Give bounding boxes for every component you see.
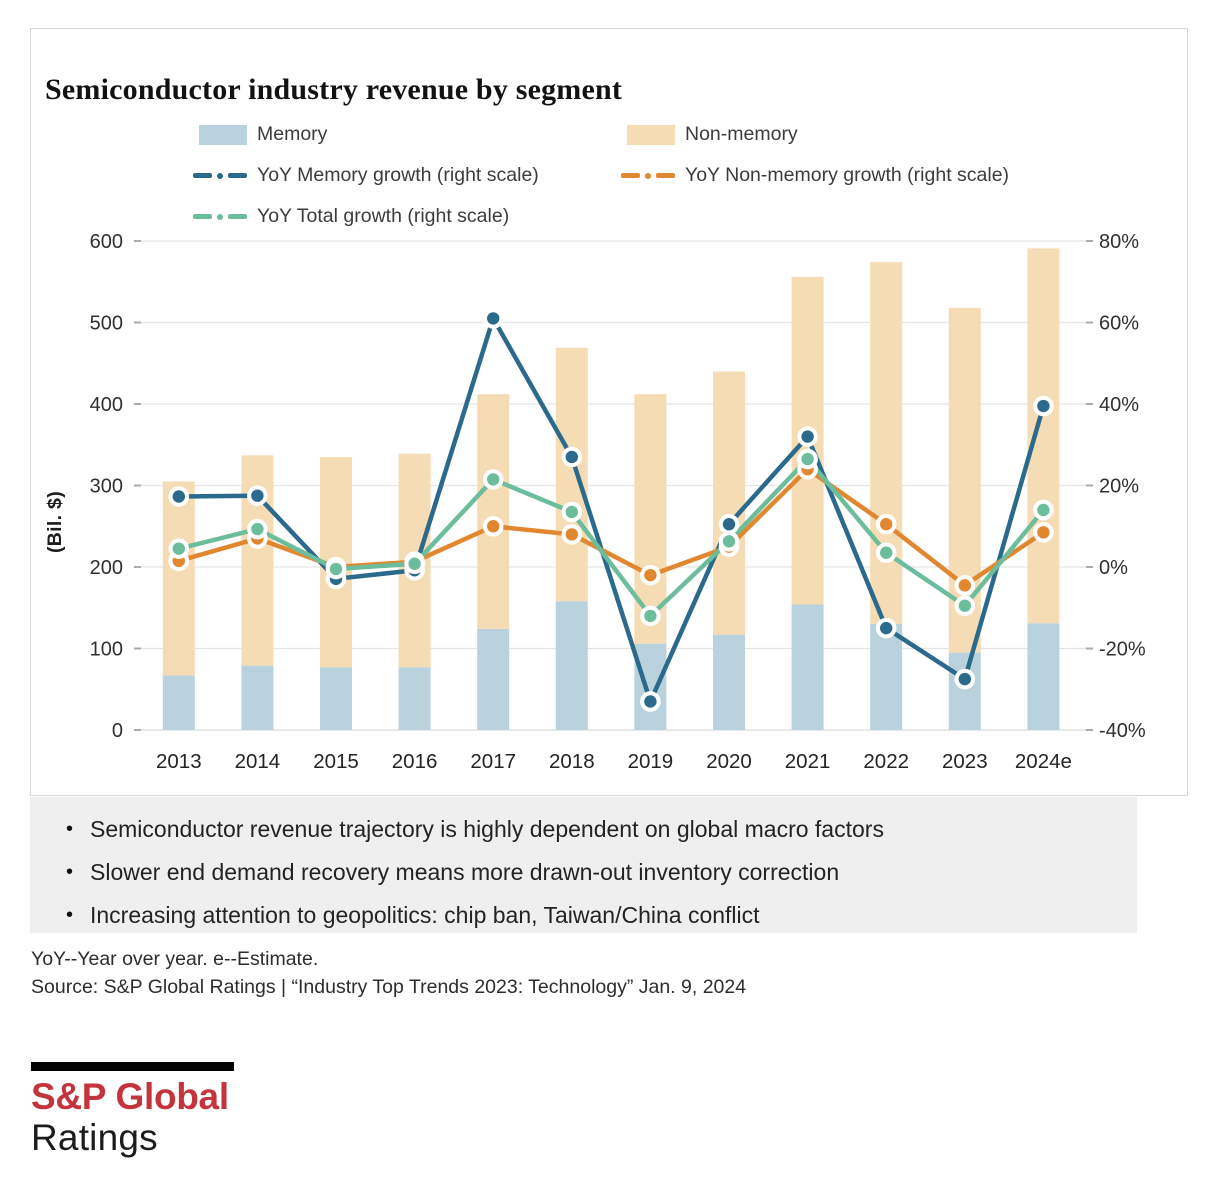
legend-swatch-icon	[621, 125, 681, 145]
chart-legend	[193, 114, 1009, 237]
svg-text:2021: 2021	[784, 750, 831, 773]
svg-text:2019: 2019	[627, 750, 674, 773]
logo-division-text: Ratings	[31, 1117, 158, 1158]
legend-item	[621, 155, 1009, 196]
logo-bar	[31, 1062, 234, 1071]
svg-text:2016: 2016	[391, 750, 438, 773]
y-axis-title: (Bil. $)	[44, 491, 66, 553]
svg-text:-40%: -40%	[1099, 720, 1146, 742]
svg-text:600: 600	[89, 234, 123, 253]
legend-item	[193, 196, 621, 237]
svg-text:20%: 20%	[1099, 475, 1140, 498]
legend-label: YoY Non-memory growth (right scale)	[685, 164, 1010, 186]
logo-brand-text: S&P Global	[31, 1076, 229, 1117]
legend-label: YoY Memory growth (right scale)	[257, 164, 539, 186]
legend-swatch-icon	[193, 125, 253, 145]
key-takeaways-box	[30, 797, 1137, 933]
footnotes	[31, 946, 746, 1001]
svg-text:40%: 40%	[1099, 394, 1140, 416]
svg-text:0%: 0%	[1099, 557, 1128, 579]
svg-text:2013: 2013	[155, 750, 202, 773]
svg-text:2023: 2023	[941, 750, 988, 773]
legend-line-icon	[621, 173, 681, 179]
legend-line-icon	[193, 214, 253, 220]
svg-text:400: 400	[89, 394, 123, 416]
legend-label: YoY Total growth (right scale)	[257, 205, 510, 227]
svg-text:0: 0	[111, 720, 123, 742]
legend-item	[621, 114, 1009, 155]
legend-label: Memory	[257, 123, 328, 145]
legend-item	[193, 114, 621, 155]
chart-panel	[30, 28, 1188, 796]
svg-text:-20%: -20%	[1099, 638, 1146, 661]
svg-text:2017: 2017	[470, 750, 517, 773]
bullet-item: • Increasing attention to geopolitics: chip ban, Taiwan/China conflict	[52, 894, 1137, 937]
footnote-source: Source: S&P Global Ratings | “Industry Top Trends 2023: Technology” Jan. 9, 2024	[31, 975, 747, 998]
bullet-list	[52, 808, 1137, 937]
svg-text:100: 100	[89, 638, 123, 661]
legend-line-icon	[193, 173, 253, 179]
svg-text:300: 300	[89, 475, 123, 498]
sp-global-ratings-logo	[31, 1062, 234, 1159]
bullet-item: • Semiconductor revenue trajectory is highly dependent on global macro factors	[52, 808, 1137, 851]
svg-text:2022: 2022	[863, 750, 910, 773]
svg-text:2014: 2014	[234, 750, 281, 773]
svg-text:60%: 60%	[1099, 312, 1140, 335]
svg-text:2024e: 2024e	[1014, 750, 1072, 773]
svg-text:500: 500	[89, 312, 123, 335]
svg-text:2018: 2018	[548, 750, 595, 773]
legend-item	[193, 155, 621, 196]
svg-text:200: 200	[89, 557, 123, 579]
svg-text:2015: 2015	[313, 750, 359, 773]
legend-label: Non-memory	[685, 123, 798, 145]
chart-title: Semiconductor industry revenue by segment	[45, 73, 623, 106]
bullet-item: • Slower end demand recovery means more drawn-out inventory correction	[52, 851, 1137, 894]
chart-plot	[31, 234, 1189, 796]
svg-text:80%: 80%	[1099, 234, 1140, 253]
svg-text:2020: 2020	[706, 750, 752, 773]
footnote-abbreviations: YoY--Year over year. e--Estimate.	[31, 948, 319, 970]
